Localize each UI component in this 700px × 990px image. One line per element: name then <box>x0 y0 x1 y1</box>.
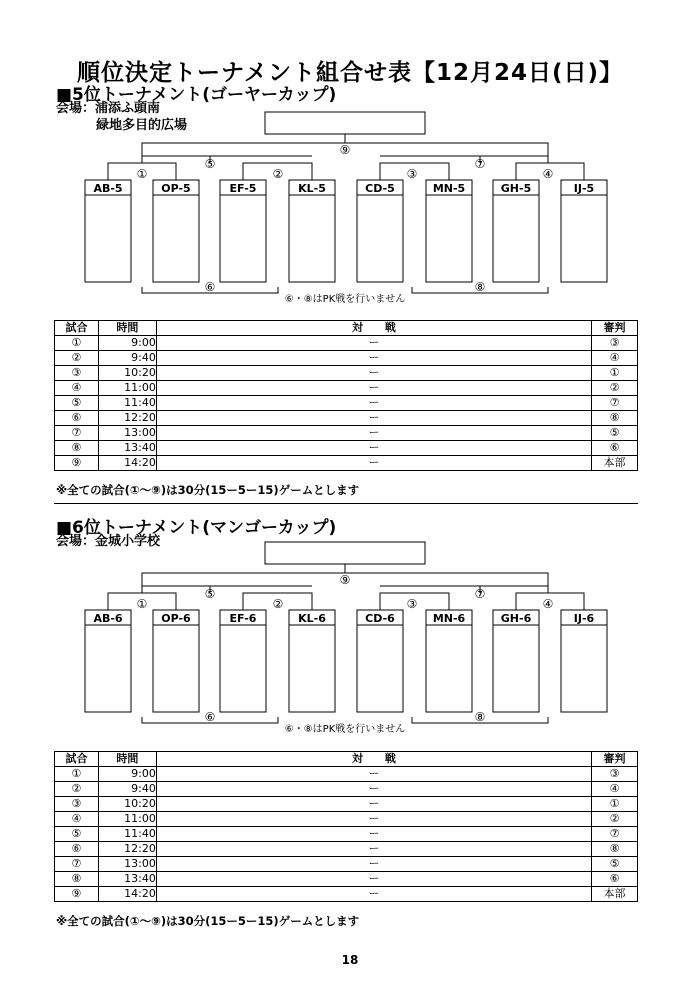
match-time: 9:40 <box>98 782 156 797</box>
match-versus: ー <box>156 396 591 411</box>
match-referee: ⑥ <box>592 872 638 887</box>
match-number: ⑦ <box>55 426 99 441</box>
match-referee: ① <box>592 797 638 812</box>
match-versus: ー <box>156 827 591 842</box>
table-row <box>55 381 638 396</box>
match-versus: ー <box>156 336 591 351</box>
table-row <box>55 336 638 351</box>
schedule-table-5th <box>54 320 638 471</box>
team-label: IJ-5 <box>573 182 595 195</box>
section-heading-6th: ■6位トーナメント(マンゴーカップ) <box>56 518 337 538</box>
match-versus: ー <box>156 812 591 827</box>
header-time: 時間 <box>98 752 156 767</box>
match-time: 9:40 <box>98 351 156 366</box>
match-referee: 本部 <box>592 887 638 902</box>
match-versus: ー <box>156 381 591 396</box>
team-label: AB-6 <box>93 612 123 625</box>
team-label: GH-6 <box>500 612 532 625</box>
header-match: 試合 <box>55 752 99 767</box>
table-row <box>55 366 638 381</box>
match-time: 13:00 <box>98 426 156 441</box>
table-row <box>55 426 638 441</box>
match-time: 11:40 <box>98 396 156 411</box>
table-row <box>55 842 638 857</box>
match-number: ③ <box>55 797 99 812</box>
match-label-round1: ② <box>272 597 284 611</box>
team-label: EF-5 <box>229 182 257 195</box>
match-referee: ④ <box>592 351 638 366</box>
match-label-round1: ③ <box>406 597 418 611</box>
match-number: ④ <box>55 812 99 827</box>
match-number: ⑤ <box>55 827 99 842</box>
match-number: ⑧ <box>55 872 99 887</box>
match-label-placement: ⑧ <box>474 710 486 724</box>
table-row <box>55 782 638 797</box>
match-versus: ー <box>156 767 591 782</box>
match-referee: ② <box>592 812 638 827</box>
table-row <box>55 797 638 812</box>
team-label: EF-6 <box>229 612 257 625</box>
match-referee: 本部 <box>592 456 638 471</box>
section-heading-5th: ■5位トーナメント(ゴーヤーカップ) <box>56 85 337 105</box>
table-header-row <box>55 752 638 767</box>
match-label-placement: ⑥ <box>204 280 216 294</box>
match-label-semi: ⑦ <box>474 587 486 601</box>
match-versus: ー <box>156 456 591 471</box>
table-row <box>55 767 638 782</box>
team-label: GH-5 <box>500 182 532 195</box>
match-referee: ⑤ <box>592 857 638 872</box>
match-time: 11:00 <box>98 381 156 396</box>
table-row <box>55 812 638 827</box>
tournament-bracket-5th <box>0 110 700 310</box>
match-versus: ー <box>156 872 591 887</box>
match-number: ⑨ <box>55 456 99 471</box>
match-referee: ③ <box>592 336 638 351</box>
match-referee: ⑧ <box>592 842 638 857</box>
table-row <box>55 872 638 887</box>
match-label-round1: ① <box>136 167 148 181</box>
match-number: ⑥ <box>55 842 99 857</box>
schedule-table-6th <box>54 751 638 902</box>
pk-note: ⑥・⑧はPK戦を行いません <box>284 294 406 305</box>
table-row <box>55 441 638 456</box>
venue-line-1: 会場：浦添ふ頭南 <box>56 101 161 116</box>
match-referee: ⑦ <box>592 396 638 411</box>
match-label-placement: ⑧ <box>474 280 486 294</box>
match-versus: ー <box>156 411 591 426</box>
team-label: CD-5 <box>365 182 395 195</box>
match-number: ② <box>55 351 99 366</box>
team-label: AB-5 <box>93 182 123 195</box>
match-label-placement: ⑥ <box>204 710 216 724</box>
header-versus: 対 戦 <box>156 752 591 767</box>
team-label: KL-6 <box>298 612 326 625</box>
game-length-note-6th: ※全ての試合(①～⑨)は30分(15ー5ー15)ゲームとします <box>56 914 360 928</box>
page-number: 18 <box>341 953 359 967</box>
match-referee: ⑤ <box>592 426 638 441</box>
match-number: ② <box>55 782 99 797</box>
match-time: 14:20 <box>98 456 156 471</box>
match-time: 13:40 <box>98 872 156 887</box>
match-referee: ⑥ <box>592 441 638 456</box>
match-number: ① <box>55 767 99 782</box>
match-time: 13:00 <box>98 857 156 872</box>
header-match: 試合 <box>55 321 99 336</box>
match-number: ⑥ <box>55 411 99 426</box>
venue-line-2: 緑地多目的広場 <box>96 118 188 133</box>
tournament-bracket-6th <box>0 540 700 740</box>
match-label-round1: ① <box>136 597 148 611</box>
match-versus: ー <box>156 842 591 857</box>
match-time: 11:00 <box>98 812 156 827</box>
match-referee: ③ <box>592 767 638 782</box>
winner-box <box>265 542 425 564</box>
match-label-round1: ③ <box>406 167 418 181</box>
match-versus: ー <box>156 366 591 381</box>
header-referee: 審判 <box>592 752 638 767</box>
match-label-round1: ④ <box>542 167 554 181</box>
header-versus: 対 戦 <box>156 321 591 336</box>
match-number: ⑧ <box>55 441 99 456</box>
match-time: 11:40 <box>98 827 156 842</box>
game-length-note-5th: ※全ての試合(①～⑨)は30分(15ー5ー15)ゲームとします <box>56 483 360 497</box>
team-label: OP-5 <box>161 182 191 195</box>
pk-note: ⑥・⑧はPK戦を行いません <box>284 724 406 735</box>
table-row <box>55 411 638 426</box>
table-row <box>55 887 638 902</box>
match-time: 13:40 <box>98 441 156 456</box>
table-row <box>55 827 638 842</box>
table-row <box>55 857 638 872</box>
table-row <box>55 456 638 471</box>
match-versus: ー <box>156 441 591 456</box>
page-title: 順位決定トーナメント組合せ表【12月24日(日)】 <box>76 60 624 86</box>
match-versus: ー <box>156 797 591 812</box>
match-label-final: ⑨ <box>339 573 351 587</box>
team-label: MN-5 <box>432 182 466 195</box>
match-label-round1: ④ <box>542 597 554 611</box>
match-referee: ① <box>592 366 638 381</box>
team-label: MN-6 <box>432 612 466 625</box>
match-time: 14:20 <box>98 887 156 902</box>
match-versus: ー <box>156 782 591 797</box>
match-versus: ー <box>156 426 591 441</box>
venue-line-1: 会場：金城小学校 <box>56 534 161 549</box>
match-referee: ② <box>592 381 638 396</box>
match-time: 12:20 <box>98 411 156 426</box>
match-number: ⑨ <box>55 887 99 902</box>
match-versus: ー <box>156 857 591 872</box>
table-header-row <box>55 321 638 336</box>
match-label-final: ⑨ <box>339 143 351 157</box>
match-number: ⑦ <box>55 857 99 872</box>
match-time: 9:00 <box>98 336 156 351</box>
match-label-semi: ⑤ <box>204 587 216 601</box>
team-label: OP-6 <box>161 612 191 625</box>
match-time: 10:20 <box>98 797 156 812</box>
match-time: 10:20 <box>98 366 156 381</box>
match-referee: ⑦ <box>592 827 638 842</box>
match-time: 12:20 <box>98 842 156 857</box>
team-label: KL-5 <box>298 182 326 195</box>
match-label-semi: ⑦ <box>474 157 486 171</box>
winner-box <box>265 112 425 134</box>
match-versus: ー <box>156 887 591 902</box>
match-number: ① <box>55 336 99 351</box>
match-number: ④ <box>55 381 99 396</box>
header-referee: 審判 <box>592 321 638 336</box>
table-row <box>55 396 638 411</box>
table-row <box>55 351 638 366</box>
match-label-round1: ② <box>272 167 284 181</box>
match-referee: ⑧ <box>592 411 638 426</box>
section-divider <box>54 503 638 504</box>
team-label: CD-6 <box>365 612 395 625</box>
match-time: 9:00 <box>98 767 156 782</box>
header-time: 時間 <box>98 321 156 336</box>
match-label-semi: ⑤ <box>204 157 216 171</box>
team-label: IJ-6 <box>573 612 595 625</box>
match-number: ⑤ <box>55 396 99 411</box>
match-versus: ー <box>156 351 591 366</box>
match-referee: ④ <box>592 782 638 797</box>
match-number: ③ <box>55 366 99 381</box>
